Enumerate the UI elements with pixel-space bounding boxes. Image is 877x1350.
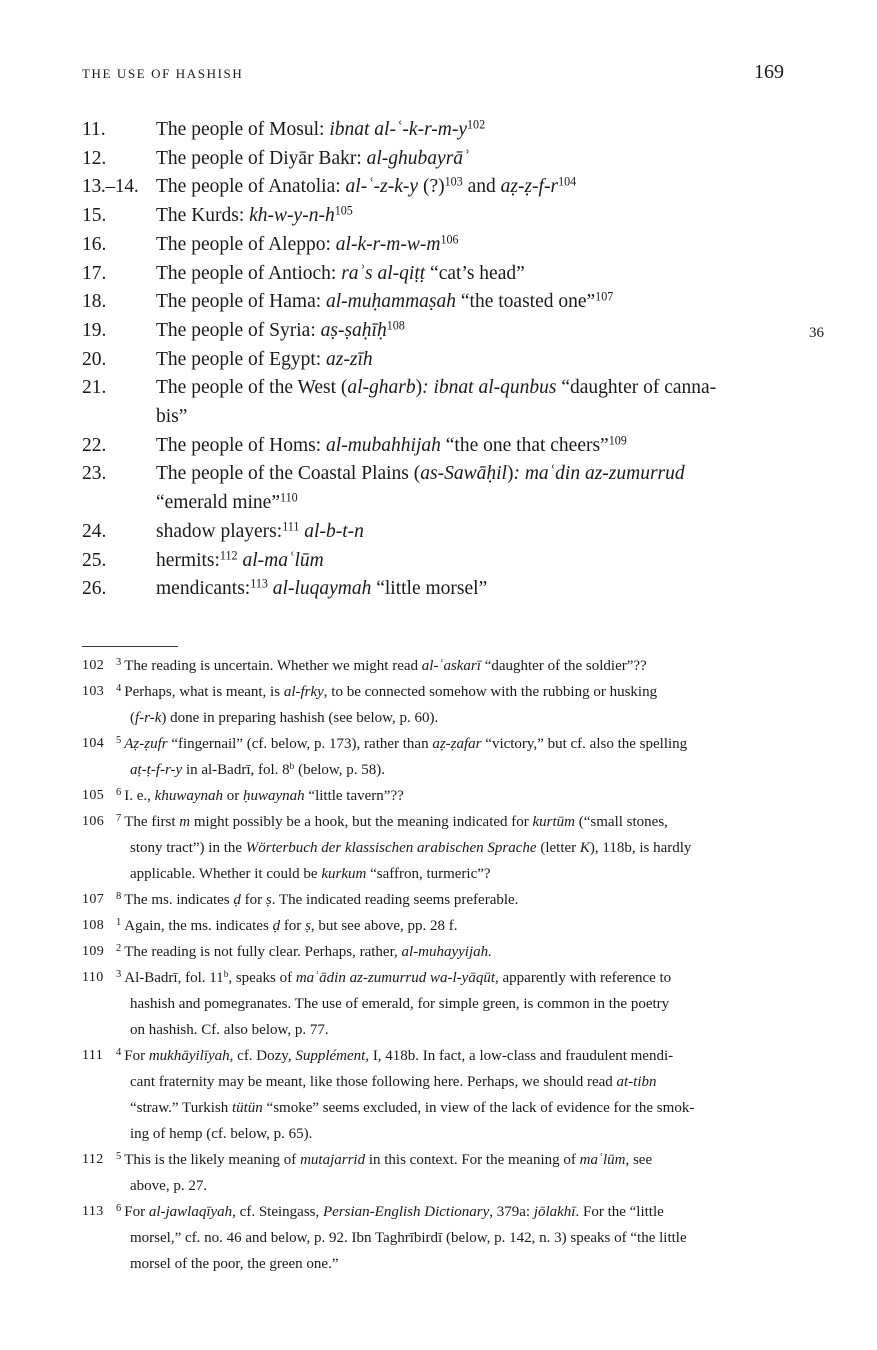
footnote-number: 107 [82, 892, 105, 907]
list-item [82, 374, 782, 431]
footnote-number: 113 [82, 1204, 104, 1219]
footnote-text [111, 731, 784, 783]
list-item-text: The people of Diyār Bakr: al-ghubayrāʾ [156, 147, 470, 169]
footnote-mark: 3 [116, 968, 122, 980]
list-item [82, 460, 782, 517]
list-item-number: 17. [82, 262, 107, 284]
list-item [82, 346, 782, 375]
footnote-text [111, 939, 784, 965]
footnote-text [111, 1199, 784, 1277]
footnote [82, 1147, 784, 1199]
footnote-mark: 2 [116, 942, 122, 954]
footnote [82, 679, 784, 731]
footnote-number: 109 [82, 944, 105, 959]
footnote-line: $^5$ This is the likely meaning of mutajarrid in this context. For the meaning of maʿlūm, see [116, 1150, 653, 1168]
list-item-number: 21. [82, 377, 107, 399]
page-number: 169 [754, 61, 784, 83]
footnote [82, 965, 784, 1043]
footnote-line: $^3$ The reading is uncertain. Whether we might read al-ʿaskarī “daughter of the soldier”?? [116, 656, 647, 674]
list-item [82, 116, 782, 145]
footnote-mark: 3 [116, 656, 122, 668]
footnote [82, 783, 784, 809]
footnote-text [111, 1147, 784, 1199]
footnote-line: $^3$ Al-Badrī, fol. 11$^b$, speaks of maʿādin az-zumurrud wa-l-yāqūt, apparently with reference to [116, 968, 672, 986]
list-item-text: The people of Mosul: ibnat $al-ʿ-k-r-m-y^{102}$ [156, 117, 486, 140]
footnote [82, 1043, 784, 1147]
margin-number: 36 [809, 325, 824, 341]
footnote-line: morsel of the poor, the green one.” [130, 1256, 339, 1272]
footnote-line: $^4$ Perhaps, what is meant, is al-frky, to be connected somehow with the rubbing or husking [116, 682, 658, 700]
footnote-line: aṭ-ṭ-f-r-y in al-Badrī, fol. 8$^b$ (below, p. 58). [130, 761, 386, 778]
footnote-text [111, 679, 784, 731]
list-item [82, 202, 782, 231]
list-item [82, 288, 782, 317]
list-item [82, 518, 782, 547]
footnote-rule [82, 646, 178, 647]
footnote-line: hashish and pomegranates. The use of emerald, for simple green, is common in the poetry [130, 996, 670, 1012]
list-item [82, 547, 782, 576]
footnote-line: $^6$ I. e., khuwaynah or ḥuwaynah “little tavern”?? [116, 786, 404, 804]
list-item-number: 20. [82, 348, 107, 370]
list-item-number: 23. [82, 463, 107, 485]
footnote-text [111, 783, 784, 809]
footnote-line: $^2$ The reading is not fully clear. Perhaps, rather, al-muhayyijah. [116, 942, 492, 960]
footnote-number: 103 [82, 684, 105, 699]
list-item-text: The people of Hama: al-muḥammaṣah “the toasted one”$^{107}$ [156, 289, 614, 313]
footnote-number: 108 [82, 918, 105, 933]
footnote [82, 1199, 784, 1277]
list-item-number: 15. [82, 205, 107, 227]
list-item-number: 24. [82, 520, 107, 542]
footnote-text [111, 1043, 784, 1147]
footnote-mark: 1 [116, 916, 122, 928]
footnote-line: $^7$ The first m might possibly be a hook, but the meaning indicated for kurtūm (“small stones, [116, 812, 668, 830]
list-item-text: shadow players:$^{111}$ al-b-t-n [156, 519, 364, 542]
list-item-text: The people of Antioch: raʾs al-qiṭṭ “cat’s head” [156, 262, 525, 284]
name-list [82, 116, 782, 604]
footnote-line: $^4$ For mukhāyilīyah, cf. Dozy, Supplément, I, 418b. In fact, a low-class and fraudulent mendi- [116, 1046, 674, 1064]
footnote-text [111, 887, 784, 913]
footnote-line: stony tract”) in the Wörterbuch der klassischen arabischen Sprache (letter K), 118b, is hardly [130, 840, 692, 856]
list-item-text: The people of Homs: al-mubahhijah “the one that cheers”$^{109}$ [156, 433, 627, 456]
list-item-number: 11. [82, 119, 106, 140]
footnote-line: morsel,” cf. no. 46 and below, p. 92. Ibn Taghrībirdī (below, p. 142, n. 3) speaks of “the little [130, 1230, 687, 1246]
list-item-text: The people of the Coastal Plains (as-Sawāḥil): maʿdin az-zumurrud “emerald mine”$^{110}$ [156, 463, 685, 514]
footnote-text [111, 913, 784, 939]
footnote-number: 110 [82, 970, 104, 985]
list-item-number: 22. [82, 434, 107, 456]
list-item [82, 173, 782, 202]
footnote-line: applicable. Whether it could be kurkum “saffron, turmeric”? [130, 866, 491, 882]
footnote-line: (f-r-k) done in preparing hashish (see below, p. 60). [130, 710, 439, 726]
list-item-text: hermits:$^{112}$ al-maʿlūm [156, 547, 324, 571]
footnote [82, 887, 784, 913]
footnote-mark: 4 [116, 1046, 122, 1058]
list-item-number: 12. [82, 147, 107, 169]
list-item-text: The people of Aleppo: $al-k-r-m-w-m^{106}$ [156, 232, 459, 255]
list-item-number: 18. [82, 291, 107, 313]
footnote-line: cant fraternity may be meant, like those following here. Perhaps, we should read at-tibn [130, 1074, 657, 1090]
footnote-line: $^1$ Again, the ms. indicates ḍ for ṣ, but see above, pp. 28 f. [116, 916, 458, 934]
list-item-number: 25. [82, 549, 107, 571]
footnote [82, 731, 784, 783]
list-item-text: The people of the West (al-gharb): ibnat al-qunbus “daughter of canna- bis” [156, 377, 717, 428]
list-item [82, 231, 782, 260]
list-item-number: 19. [82, 319, 107, 341]
footnote-number: 111 [82, 1048, 104, 1063]
list-item [82, 145, 782, 174]
footnote-mark: 4 [116, 682, 122, 694]
list-item-number: 16. [82, 233, 107, 255]
footnote-number: 104 [82, 736, 105, 751]
footnote-mark: 7 [116, 812, 122, 824]
footnote-mark: 6 [116, 1202, 122, 1214]
footnote-mark: 5 [116, 734, 122, 746]
footnote [82, 913, 784, 939]
footnote-line: above, p. 27. [130, 1178, 208, 1194]
footnote [82, 809, 784, 887]
footnote-line: on hashish. Cf. also below, p. 77. [130, 1022, 329, 1038]
list-item-number: 13.–14. [82, 176, 139, 198]
footnote-line: ing of hemp (cf. below, p. 65). [130, 1126, 313, 1142]
footnote-text [111, 653, 784, 679]
running-head: THE USE OF HASHISH [82, 66, 244, 81]
footnote-line: $^8$ The ms. indicates ḍ for ṣ. The indicated reading seems preferable. [116, 890, 519, 908]
footnote-text [111, 965, 784, 1043]
footnote-line: $^5$ Aẓ-ẓufr “fingernail” (cf. below, p. 173), rather than aẓ-ẓafar “victory,” but cf. also the spelling [116, 734, 688, 752]
list-item-text: The people of Egypt: az-zīh [156, 348, 373, 370]
footnote-mark: 6 [116, 786, 122, 798]
footnote-mark: 5 [116, 1150, 122, 1162]
list-item-number: 26. [82, 578, 107, 600]
footnote-mark: 8 [116, 890, 122, 902]
list-item-text: mendicants:$^{113}$ al-luqaymah “little morsel” [156, 576, 488, 600]
footnote-number: 102 [82, 658, 105, 673]
list-item [82, 575, 782, 604]
footnote-line: $^6$ For al-jawlaqīyah, cf. Steingass, Persian-English Dictionary, 379a: jōlakhī. For the “little [116, 1202, 664, 1220]
footnote [82, 653, 784, 679]
footnote [82, 939, 784, 965]
footnotes [82, 653, 784, 1277]
footnote-number: 112 [82, 1152, 104, 1167]
footnote-number: 106 [82, 814, 105, 829]
list-item-text: The people of Anatolia: al-ʿ-z-k-y (?)$^{103}$ and $aẓ-ẓ-f-r^{104}$ [156, 174, 577, 198]
list-item [82, 317, 782, 346]
footnote-line: “straw.” Turkish tütün “smoke” seems excluded, in view of the lack of evidence for the smok- [130, 1100, 695, 1116]
footnote-text [111, 809, 784, 887]
footnote-number: 105 [82, 788, 105, 803]
list-item [82, 260, 782, 289]
list-item [82, 432, 782, 461]
list-item-text: The people of Syria: aṣ-ṣaḥīḥ$^{108}$ [156, 318, 405, 341]
list-item-text: The Kurds: $kh-w-y-n-h^{105}$ [156, 203, 353, 227]
